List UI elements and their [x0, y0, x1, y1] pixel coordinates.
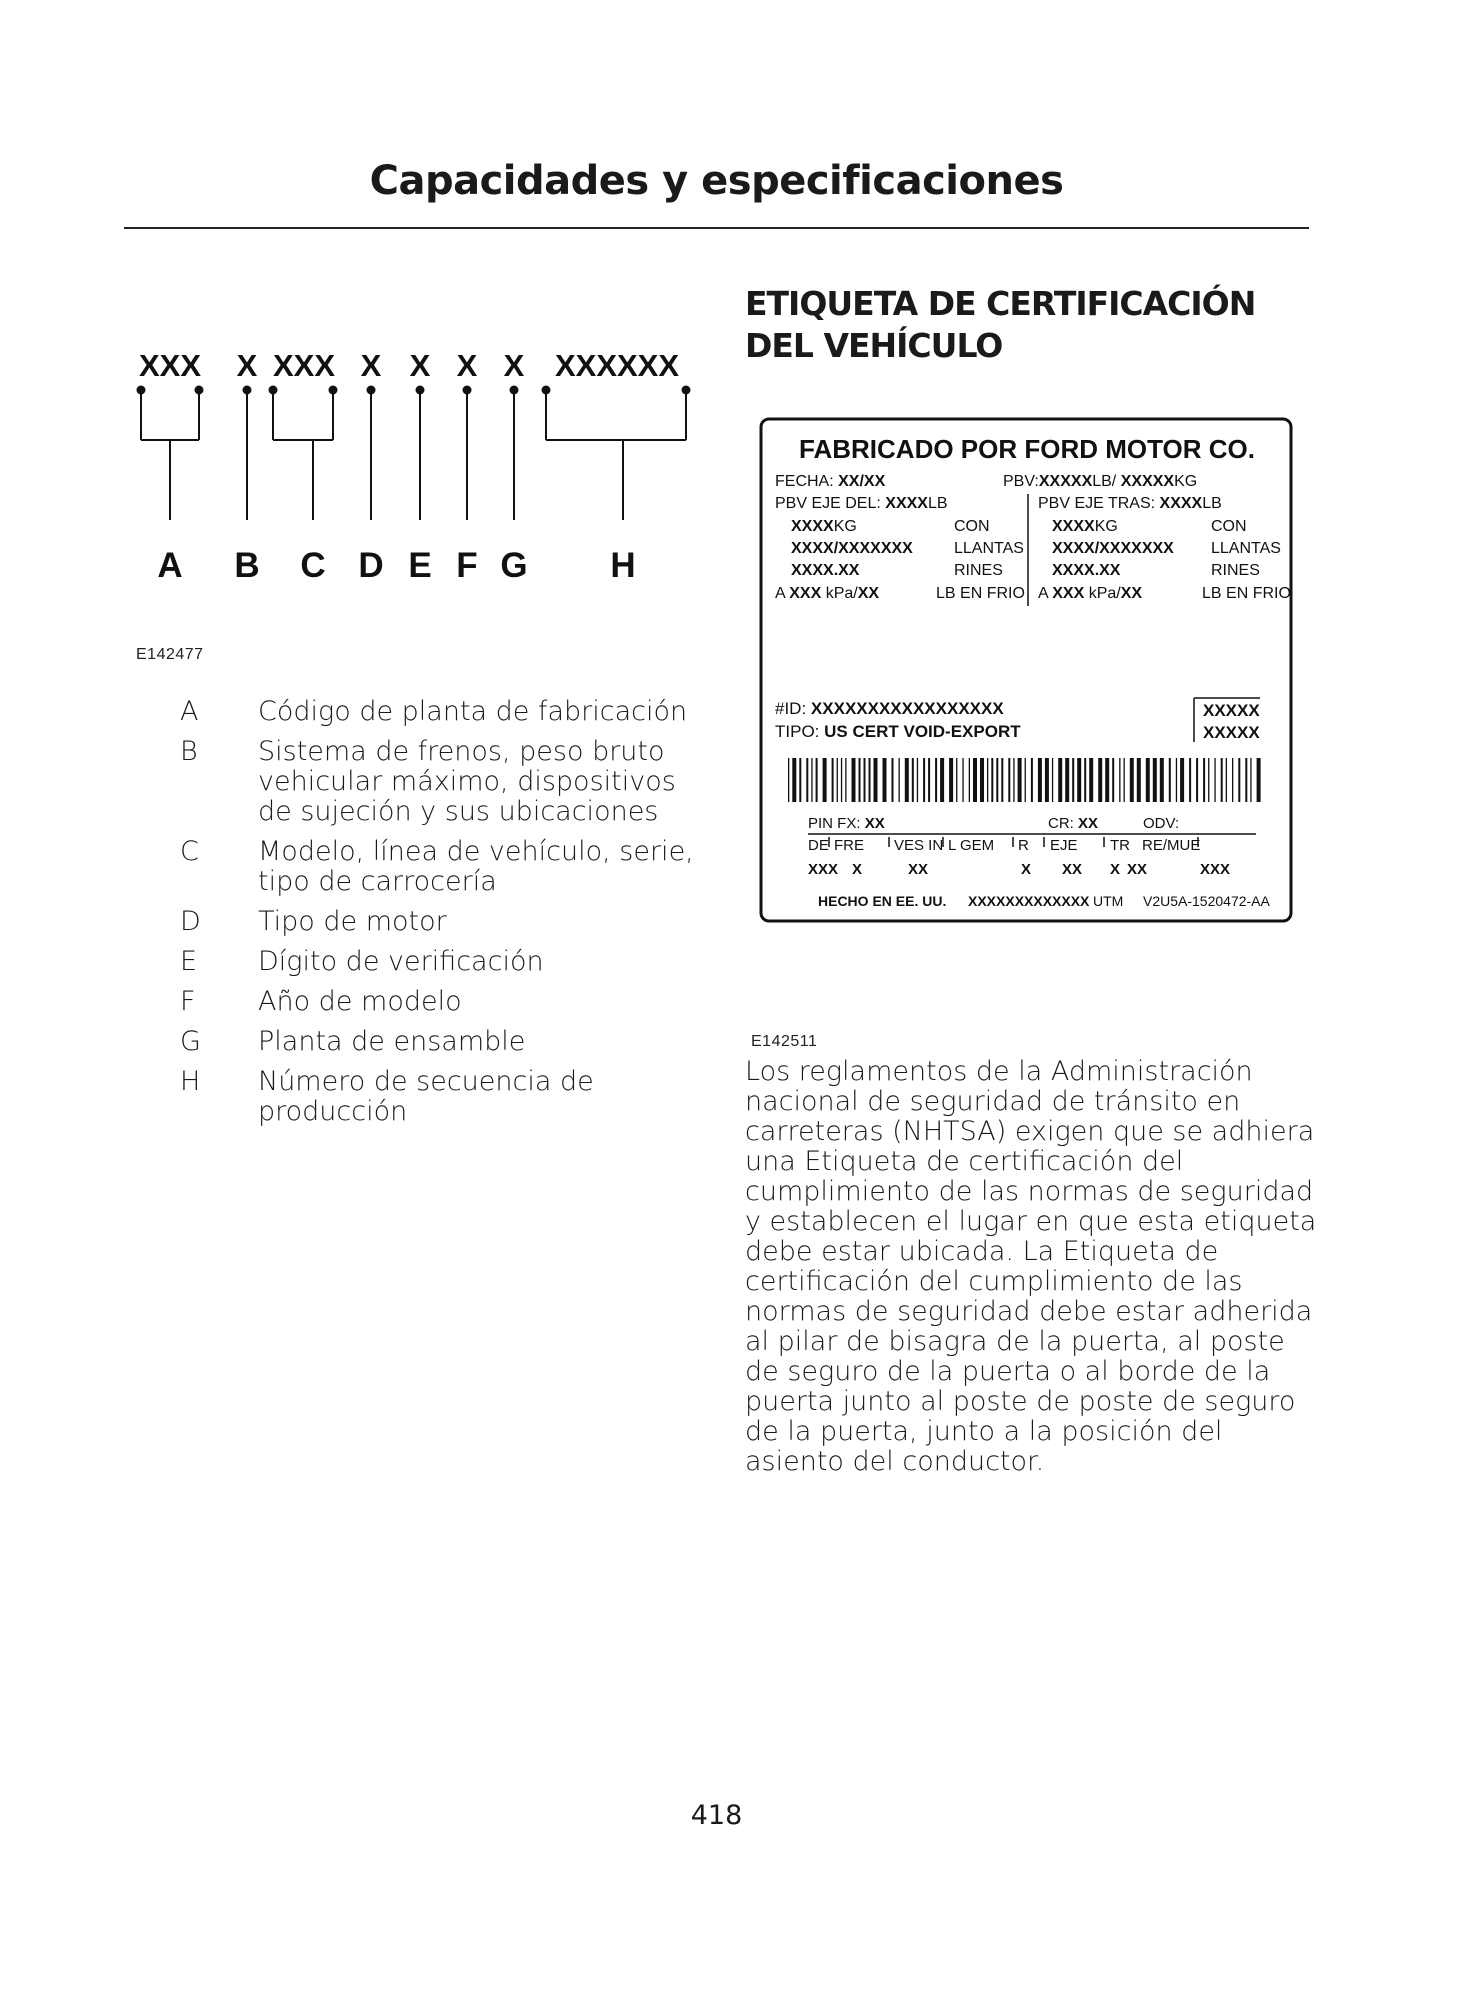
front-psi: XX	[857, 585, 880, 602]
barcode-bar	[1196, 758, 1198, 802]
utm-label: UTM	[1093, 893, 1124, 909]
barcode-bar	[928, 758, 930, 802]
code-value: XXX	[808, 861, 839, 878]
barcode-bar	[1203, 758, 1205, 802]
barcode-bar	[969, 758, 970, 802]
barcode-bar	[949, 758, 953, 802]
pbv-lb-unit: LB/	[1092, 473, 1117, 490]
barcode-bar	[869, 758, 871, 802]
label-box-line2: XXXXX	[1203, 723, 1260, 742]
front-kpa: kPa/	[825, 585, 858, 602]
code-header: L GEM	[948, 837, 995, 854]
legend-key: A	[180, 696, 199, 727]
vin-legend	[180, 697, 700, 1137]
vin-letter-h: H	[610, 546, 636, 585]
barcode-bar	[935, 758, 937, 802]
legend-key: B	[180, 736, 198, 767]
pbv-kg-unit: KG	[1174, 473, 1198, 490]
vin-code-group: X	[360, 352, 382, 383]
legend-text: Número de secuencia de producción	[258, 1066, 594, 1127]
barcode-bar	[892, 758, 894, 802]
barcode-bar	[956, 758, 957, 802]
legend-item	[180, 737, 700, 827]
legend-key: D	[180, 906, 201, 937]
rear-axle-lb-unit: LB	[1202, 495, 1222, 512]
svg-text:PBV EJE DEL: XXXXLB	[775, 495, 948, 512]
barcode-bar	[1112, 758, 1114, 802]
pin-value: XX	[864, 815, 885, 832]
barcode-bar	[980, 758, 984, 802]
rear-con: CON	[1211, 518, 1247, 535]
section-heading-line1: ETIQUETA DE CERTIFICACIÓN	[745, 284, 1256, 323]
barcode-bar	[799, 758, 801, 802]
tipo-value: US CERT VOID-EXPORT	[824, 722, 1021, 741]
certification-label-svg	[758, 416, 1296, 924]
label-figure-id: E142511	[751, 1033, 818, 1050]
barcode-bar	[1226, 758, 1227, 802]
front-tire-size: XXXX/XXXXXXX	[791, 540, 913, 557]
legend-item	[180, 1067, 700, 1127]
body-paragraph: Los reglamentos de la Administración nacional de seguridad de tránsito en carreteras (NHTSA) exigen que se adhiera una Etiqueta de certificación del cumplimiento de las normas de seguridad y establecen el lugar en que esta etiqueta debe estar ubicada. La Etiqueta de certificación del cumplimiento de las normas de seguridad debe estar adherida al pilar de bisagra de la puerta, al poste de seguro de la puerta o al borde de la puerta junto al poste de poste de seguro de la puerta, junto a la posición del asiento del conductor.	[745, 1056, 1317, 1477]
legend-key: G	[180, 1026, 201, 1057]
vin-letter-e: E	[408, 546, 432, 585]
barcode-bar	[841, 758, 842, 802]
rear-rim-size: XXXX.XX	[1052, 562, 1121, 579]
serial-number: XXXXXXXXXXXXX	[968, 893, 1090, 909]
code-header: FRE	[834, 837, 864, 854]
legend-key: F	[180, 986, 196, 1017]
pbv-label: PBV:	[1003, 473, 1039, 490]
barcode-bar	[874, 758, 878, 802]
fecha-label: FECHA:	[775, 473, 834, 490]
front-axle-lb: XXXX	[885, 495, 928, 512]
barcode-bar	[852, 758, 856, 802]
barcode-bar	[962, 758, 963, 802]
code-header: DE	[808, 837, 829, 854]
vin-diagram	[130, 352, 710, 592]
code-header: RE/MUE	[1142, 837, 1201, 854]
barcode-bar	[1072, 758, 1074, 802]
code-value: X	[1021, 861, 1032, 878]
rear-kpa: kPa/	[1088, 585, 1121, 602]
rear-a: A	[1038, 585, 1048, 602]
barcode-bar	[1245, 758, 1247, 802]
svg-text:XXXXKG	[1052, 518, 1118, 535]
pin-label: PIN FX:	[808, 815, 861, 832]
legend-item	[180, 697, 700, 727]
front-rim-size: XXXX.XX	[791, 562, 860, 579]
rear-axle-kg-unit: KG	[1094, 518, 1118, 535]
barcode-bar	[1232, 758, 1233, 802]
barcode-bar	[1176, 758, 1177, 802]
front-pressure: XXX	[789, 585, 822, 602]
cr-value: XX	[1078, 815, 1099, 832]
rear-rines: RINES	[1211, 562, 1260, 579]
vin-code-group: XXXXXX	[554, 352, 680, 383]
code-value: XX	[908, 861, 929, 878]
code-value: XX	[1062, 861, 1083, 878]
odv-label: ODV:	[1143, 815, 1180, 832]
barcode-bar	[1124, 758, 1125, 802]
vin-code-group: XXX	[272, 352, 336, 383]
hecho-en: HECHO EN EE. UU.	[818, 893, 947, 909]
code-header: TR	[1110, 837, 1130, 854]
barcode-bar	[1189, 758, 1191, 802]
barcode-bar	[1153, 758, 1157, 802]
barcode-bar	[1038, 758, 1042, 802]
vin-code-group: X	[456, 352, 478, 383]
label-box-line1: XXXXX	[1203, 701, 1260, 720]
barcode-bar	[832, 758, 834, 802]
rear-axle-kg: XXXX	[1052, 518, 1095, 535]
vin-code-group: XXX	[138, 352, 202, 383]
rear-llantas: LLANTAS	[1211, 540, 1281, 557]
legend-item	[180, 947, 700, 977]
barcode-bar	[823, 758, 827, 802]
vin-letter-a: A	[157, 546, 183, 585]
section-heading-line2: DEL VEHÍCULO	[745, 326, 1003, 365]
code-header: EJE	[1050, 837, 1078, 854]
id-value: XXXXXXXXXXXXXXXXX	[810, 699, 1004, 718]
id-label: #ID:	[775, 699, 807, 718]
barcode-bar	[905, 758, 909, 802]
legend-item	[180, 907, 700, 937]
code-value: X	[1110, 861, 1121, 878]
svg-text:TIPO: US CERT VOID-EXPORT	[775, 722, 1021, 741]
legend-text: Planta de ensamble	[258, 1026, 526, 1057]
barcode-bar	[1119, 758, 1120, 802]
barcode-bar	[1146, 758, 1150, 802]
front-a: A	[775, 585, 785, 602]
page-title: Capacidades y especificaciones	[369, 158, 1064, 204]
legend-text: Dígito de verificación	[258, 946, 544, 977]
vin-code-group: X	[236, 352, 258, 383]
rear-axle-lb: XXXX	[1159, 495, 1203, 512]
rear-lb-en-frio: LB EN FRIO	[1202, 585, 1291, 602]
barcode-bar	[1169, 758, 1171, 802]
label-manufacturer: FABRICADO POR FORD MOTOR CO.	[799, 434, 1255, 464]
fecha-value: XX/XX	[838, 473, 886, 490]
barcode-bar	[1013, 758, 1014, 802]
barcode-bar	[1025, 758, 1026, 802]
barcode-bar	[1058, 758, 1062, 802]
pbv-lb: XXXXX	[1038, 473, 1093, 490]
barcode-bar	[923, 758, 925, 802]
barcode-bar	[917, 758, 918, 802]
legend-text: Sistema de frenos, peso bruto vehicular máximo, dispositivos de sujeción y sus ubicaciones	[258, 736, 676, 827]
code-value: X	[852, 861, 863, 878]
legend-key: E	[180, 946, 198, 977]
barcode-bar	[1238, 758, 1240, 802]
barcode-bar	[845, 758, 846, 802]
barcode-bar	[1008, 758, 1010, 802]
barcode-bar	[1045, 758, 1049, 802]
legend-key: C	[180, 836, 199, 867]
front-axle-kg-unit: KG	[833, 518, 857, 535]
barcode-bar	[1077, 758, 1081, 802]
barcode-bar	[1208, 758, 1209, 802]
barcode-bar	[1160, 758, 1164, 802]
barcode-bar	[1098, 758, 1102, 802]
barcode-bar	[1214, 758, 1215, 802]
svg-text:PBV EJE TRAS: XXXXLB	[1038, 495, 1222, 512]
barcode-bar	[996, 758, 998, 802]
svg-text:PBV:XXXXXLB/ XXXXXKG	[1003, 473, 1197, 490]
title-divider	[124, 227, 1309, 229]
svg-text:PIN FX: XX	[808, 815, 885, 832]
barcode-bar	[1018, 758, 1022, 802]
barcode-bar	[1257, 758, 1261, 802]
code-header: R	[1018, 837, 1029, 854]
legend-key: H	[180, 1066, 201, 1097]
certification-label-figure	[758, 416, 1296, 924]
rear-axle-label: PBV EJE TRAS:	[1038, 495, 1156, 512]
barcode-bar	[991, 758, 993, 802]
front-lb-en-frio: LB EN FRIO	[936, 585, 1025, 602]
barcode-bar	[940, 758, 944, 802]
barcode-bar	[792, 758, 796, 802]
vin-figure-id: E142477	[136, 646, 204, 663]
vin-letter-f: F	[456, 546, 478, 585]
barcode-bar	[1031, 758, 1033, 802]
front-llantas: LLANTAS	[954, 540, 1024, 557]
legend-text: Modelo, línea de vehículo, serie, tipo de carrocería	[258, 836, 694, 897]
barcode-bar	[1221, 758, 1223, 802]
code-value: XX	[1127, 861, 1148, 878]
barcode-bar	[1180, 758, 1184, 802]
vin-diagram-svg	[130, 352, 710, 592]
page-number: 418	[690, 1800, 743, 1831]
barcode-bar	[859, 758, 861, 802]
rear-tire-size: XXXX/XXXXXXX	[1052, 540, 1174, 557]
front-axle-kg: XXXX	[791, 518, 834, 535]
barcode-bar	[864, 758, 866, 802]
front-axle-lb-unit: LB	[927, 495, 948, 512]
svg-text:#ID: XXXXXXXXXXXXXXXXX	[775, 699, 1004, 718]
tipo-label: TIPO:	[775, 722, 820, 741]
svg-text:CR: XX	[1048, 815, 1098, 832]
vin-letter-g: G	[500, 546, 528, 585]
rear-psi: XX	[1120, 585, 1143, 602]
barcode-bar	[788, 758, 789, 802]
barcode-bar	[1105, 758, 1109, 802]
barcode-bar	[883, 758, 887, 802]
barcode-bar	[1130, 758, 1134, 802]
vin-letter-d: D	[358, 546, 384, 585]
vin-letter-c: C	[300, 546, 326, 585]
part-number: V2U5A-1520472-AA	[1143, 893, 1270, 909]
svg-text:A XXX kPa/XX	[1038, 585, 1142, 602]
barcode-bar	[973, 758, 977, 802]
vin-code-group: X	[409, 352, 431, 383]
rear-pressure: XXX	[1052, 585, 1085, 602]
legend-text: Año de modelo	[258, 986, 462, 1017]
barcode-bar	[899, 758, 900, 802]
barcode-bar	[1084, 758, 1086, 802]
code-value: XXX	[1200, 861, 1231, 878]
barcode-bar	[1089, 758, 1093, 802]
barcode-bar	[1065, 758, 1069, 802]
barcode-bar	[837, 758, 838, 802]
front-rines: RINES	[954, 562, 1003, 579]
barcode-bar	[912, 758, 914, 802]
barcode-bar	[816, 758, 818, 802]
legend-text: Tipo de motor	[258, 906, 447, 937]
section-heading	[745, 283, 1325, 367]
svg-text:FECHA: XX/XX	[775, 473, 886, 490]
vin-letter-b: B	[234, 546, 260, 585]
barcode-bar	[1137, 758, 1141, 802]
barcode-bar	[811, 758, 812, 802]
vin-code-group: X	[503, 352, 525, 383]
legend-item	[180, 837, 700, 897]
barcode-bar	[806, 758, 808, 802]
pbv-kg: XXXXX	[1120, 473, 1175, 490]
barcode-bar	[1001, 758, 1003, 802]
svg-text:XXXXKG	[791, 518, 857, 535]
front-axle-label: PBV EJE DEL:	[775, 495, 881, 512]
legend-item	[180, 1027, 700, 1057]
code-header: VES IN	[894, 837, 944, 854]
barcode-bar	[1250, 758, 1251, 802]
front-con: CON	[954, 518, 990, 535]
legend-text: Código de planta de fabricación	[258, 696, 688, 727]
svg-text:A XXX kPa/XX	[775, 585, 879, 602]
barcode-bar	[1052, 758, 1053, 802]
cr-label: CR:	[1048, 815, 1074, 832]
legend-item	[180, 987, 700, 1017]
barcode-bar	[987, 758, 988, 802]
